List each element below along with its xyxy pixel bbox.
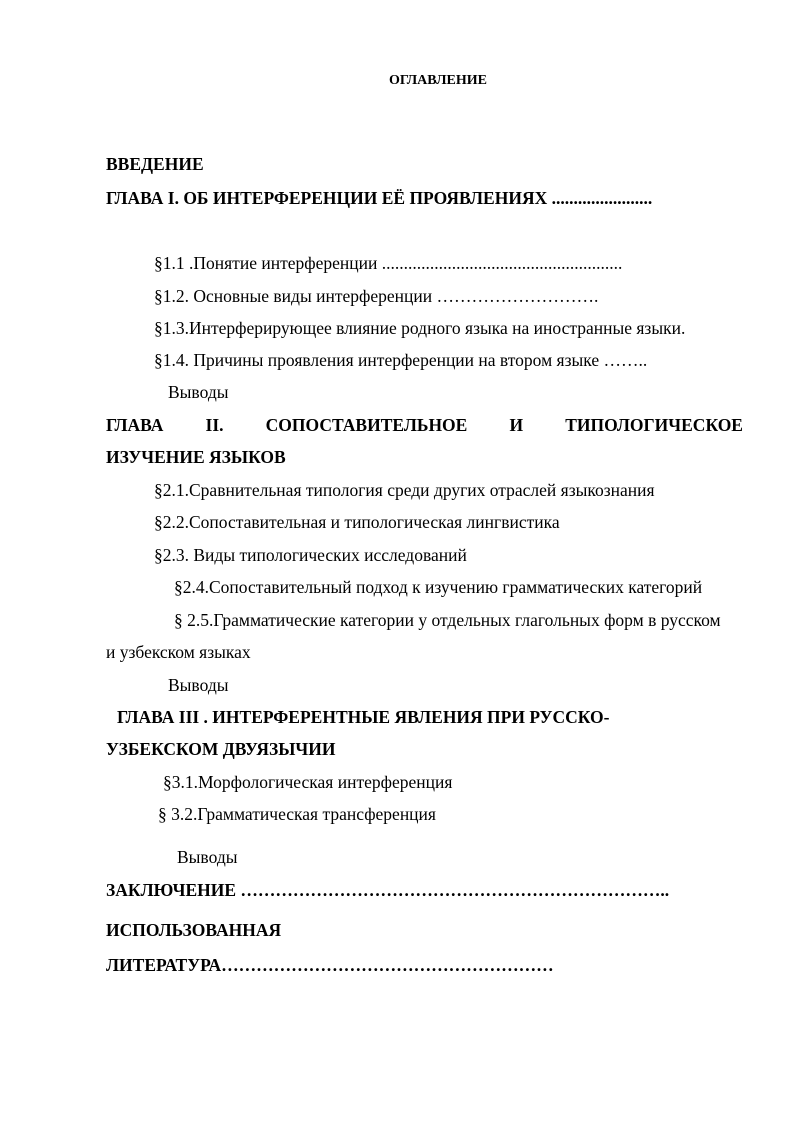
toc-item-2-5: § 2.5.Грамматические категории у отдельных глагольных форм в русском bbox=[174, 610, 721, 630]
chapter1-conclusions: Выводы bbox=[168, 382, 229, 402]
chapter1-heading: ГЛАВА I. ОБ ИНТЕРФЕРЕНЦИИ ЕЁ ПРОЯВЛЕНИЯХ ....................... bbox=[106, 188, 653, 208]
chapter2-heading-word: СОПОСТАВИТЕЛЬНОЕ bbox=[265, 415, 468, 435]
literature-heading-line2: ЛИТЕРАТУРА………………………………………………… bbox=[106, 955, 554, 975]
toc-item-1-1: §1.1 .Понятие интерференции ....................................................... bbox=[154, 253, 623, 273]
chapter2-heading bbox=[106, 415, 743, 435]
literature-heading: ИСПОЛЬЗОВАННАЯ bbox=[106, 920, 282, 940]
toc-item-1-2: §1.2. Основные виды интерференции ………………………. bbox=[154, 286, 599, 306]
page-title: ОГЛАВЛЕНИЕ bbox=[389, 73, 487, 88]
chapter2-heading-word: ТИПОЛОГИЧЕСКОЕ bbox=[565, 415, 743, 435]
toc-item-1-4: §1.4. Причины проявления интерференции на втором языке …….. bbox=[154, 350, 648, 370]
toc-item-2-2: §2.2.Сопоставительная и типологическая лингвистика bbox=[154, 512, 560, 532]
chapter2-heading-word: II. bbox=[205, 415, 224, 435]
toc-item-3-1: §3.1.Морфологическая интерференция bbox=[163, 772, 453, 792]
chapter3-heading-line2: УЗБЕКСКОМ ДВУЯЗЫЧИИ bbox=[106, 739, 336, 759]
toc-item-2-4: §2.4.Сопоставительный подход к изучению грамматических категорий bbox=[174, 577, 703, 597]
toc-item-2-3: §2.3. Виды типологических исследований bbox=[154, 545, 467, 565]
chapter3-heading: ГЛАВА III . ИНТЕРФЕРЕНТНЫЕ ЯВЛЕНИЯ ПРИ РУССКО- bbox=[117, 707, 610, 727]
chapter3-conclusions: Выводы bbox=[177, 847, 238, 867]
toc-item-1-3: §1.3.Интерферирующее влияние родного языка на иностранные языки. bbox=[154, 318, 686, 338]
toc-item-2-1: §2.1.Сравнительная типология среди других отраслей языкознания bbox=[154, 480, 655, 500]
chapter2-conclusions: Выводы bbox=[168, 675, 229, 695]
chapter2-heading-line2: ИЗУЧЕНИЕ ЯЗЫКОВ bbox=[106, 447, 286, 467]
chapter2-heading-word: ГЛАВА bbox=[106, 415, 164, 435]
intro-heading: ВВЕДЕНИЕ bbox=[106, 154, 204, 174]
toc-item-3-2: § 3.2.Грамматическая трансференция bbox=[158, 804, 436, 824]
chapter2-heading-word: И bbox=[509, 415, 524, 435]
conclusion-heading: ЗАКЛЮЧЕНИЕ ……………………………………………………………….. bbox=[106, 880, 670, 900]
toc-item-2-5-continued: и узбекском языках bbox=[106, 642, 251, 662]
